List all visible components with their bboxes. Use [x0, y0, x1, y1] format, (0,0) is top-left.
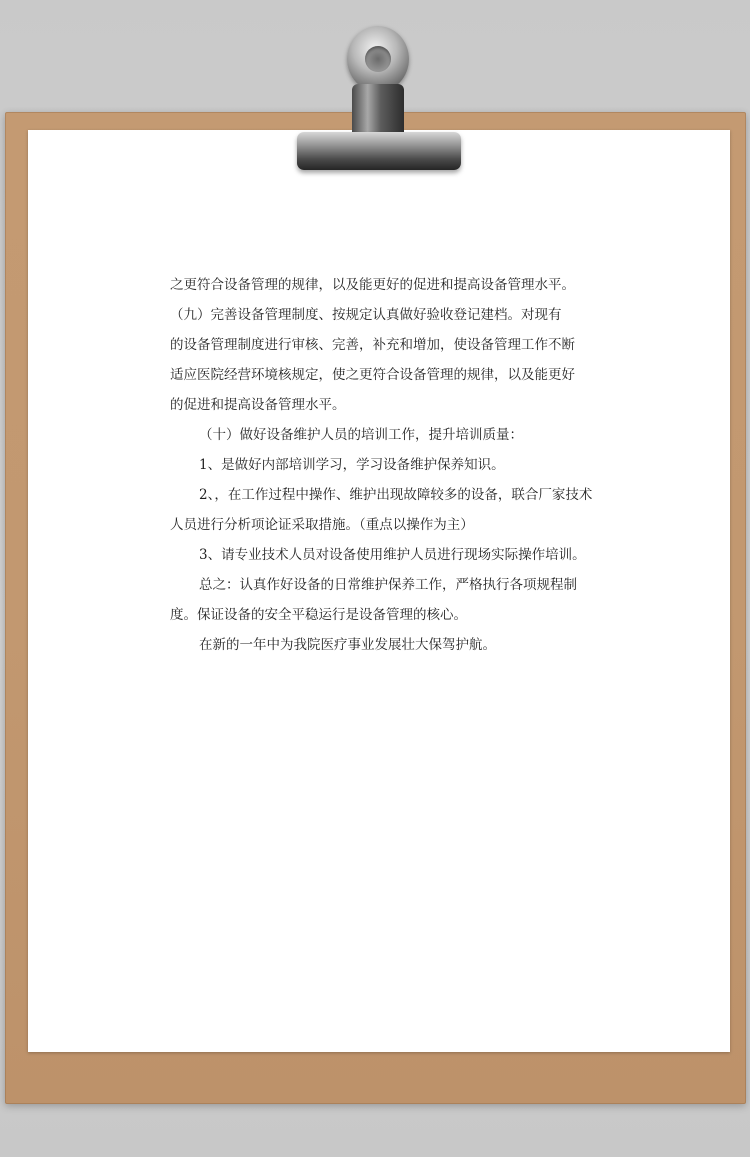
- text-line: （九）完善设备管理制度、按规定认真做好验收登记建档。对现有: [170, 307, 562, 323]
- text-line: 2、，在工作过程中操作、维护出现故障较多的设备，联合厂家技术: [199, 487, 593, 503]
- text-line: 在新的一年中为我院医疗事业发展壮大保驾护航。: [199, 637, 496, 653]
- document-text: [170, 270, 593, 660]
- text-line: 1、是做好内部培训学习，学习设备维护保养知识。: [199, 457, 505, 473]
- text-line: 适应医院经营环境核规定，使之更符合设备管理的规律，以及能更好: [170, 367, 575, 383]
- text-line: 度。保证设备的安全平稳运行是设备管理的核心。: [170, 607, 467, 623]
- text-line: 的促进和提高设备管理水平。: [170, 397, 346, 413]
- text-line: 之更符合设备管理的规律，以及能更好的促进和提高设备管理水平。: [170, 277, 575, 293]
- text-line: 总之：认真作好设备的日常维护保养工作，严格执行各项规程制: [199, 577, 577, 593]
- text-line: 的设备管理制度进行审核、完善，补充和增加，使设备管理工作不断: [170, 337, 575, 353]
- binder-clip-base: [297, 132, 461, 170]
- text-line: （十）做好设备维护人员的培训工作，提升培训质量：: [199, 427, 523, 443]
- binder-clip-hole: [365, 46, 391, 72]
- text-line: 人员进行分析项论证采取措施。（重点以操作为主）: [170, 517, 474, 533]
- text-line: 3、请专业技术人员对设备使用维护人员进行现场实际操作培训。: [199, 547, 586, 563]
